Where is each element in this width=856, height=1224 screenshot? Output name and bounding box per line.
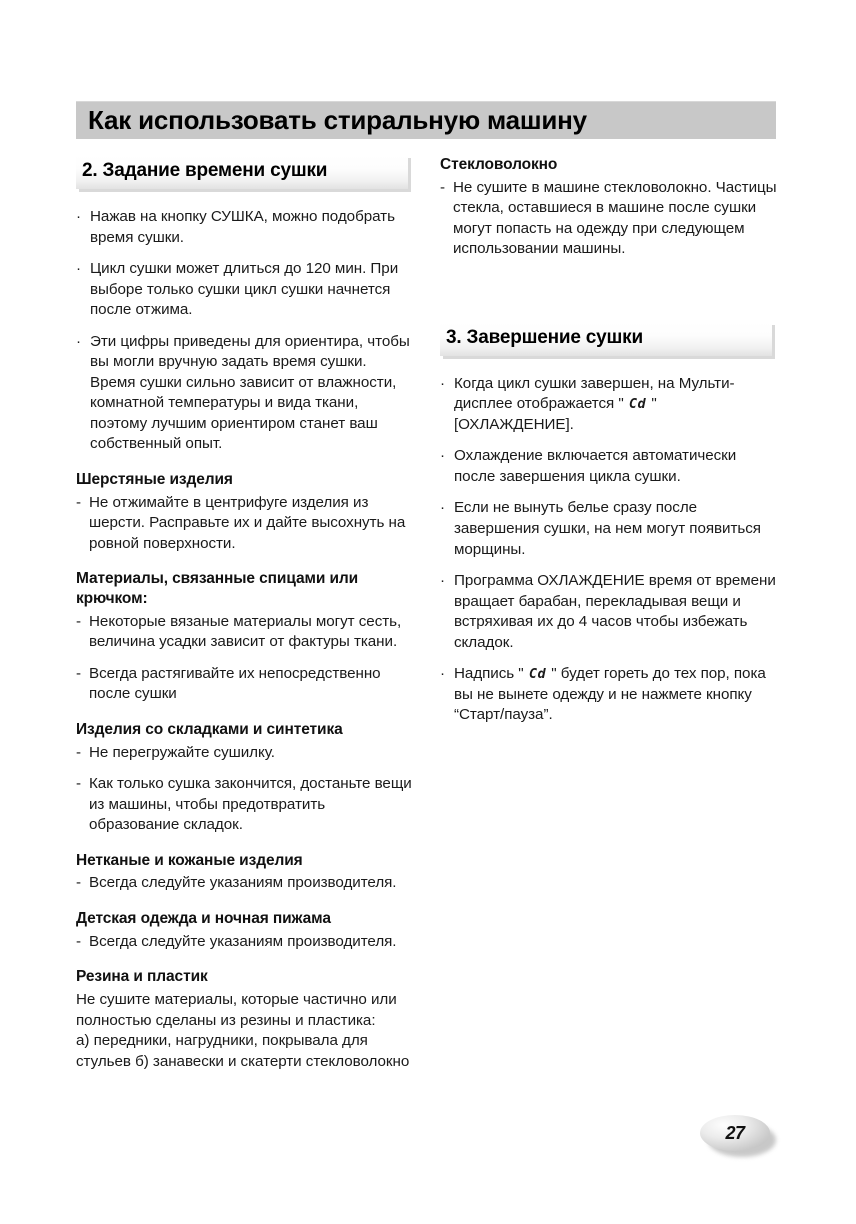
nonwoven-block: [76, 851, 416, 894]
drying-complete-bullets: [440, 374, 780, 726]
list-item-text: Нажав на кнопку СУШКА, можно подобрать время сушки.: [90, 208, 395, 246]
dash-marker: -: [76, 932, 82, 950]
knitted-block: [76, 569, 416, 705]
list-item-text: Охлаждение включается автоматически после завершения цикла сушки.: [454, 447, 737, 485]
bullet-marker: ·: [76, 332, 82, 350]
dash-marker: -: [76, 664, 82, 682]
subheading-knitted: Материалы, связанные спицами или крючком:: [76, 570, 359, 607]
subheading-rubber: Резина и пластик: [76, 968, 208, 986]
list-item: [76, 664, 416, 705]
dash-marker: -: [76, 874, 82, 892]
bullet-marker: ·: [440, 499, 446, 517]
page-title-bar: [76, 101, 776, 139]
list-item-text: Всегда растягивайте их непосредственно после сушки: [89, 664, 381, 703]
subheading-fiberglass: Стекловолокно: [440, 156, 558, 173]
lcd-display-glyph: Cd: [628, 396, 647, 413]
list-item: [76, 259, 416, 321]
list-item-text-post: " [ОХЛАЖДЕНИЕ].: [454, 395, 657, 433]
list-item: [76, 612, 416, 653]
left-column: [76, 155, 416, 1072]
rubber-block: [76, 967, 416, 1072]
list-item-text-pre: Надпись ": [454, 665, 528, 683]
list-item-text: Как только сушка закончится, достаньте вещи из машины, чтобы предотвратить образование складок.: [89, 775, 412, 834]
bullet-marker: ·: [76, 260, 82, 278]
list-item: [440, 178, 780, 260]
pleats-block: [76, 720, 416, 836]
list-item: [76, 774, 416, 836]
list-item: [440, 664, 780, 726]
right-column: [440, 155, 780, 726]
list-item-text: Цикл сушки может длиться до 120 мин. При выборе только сушки цикл сушки начнется после отжима.: [90, 260, 399, 319]
list-item-text: Не сушите в машине стекловолокно. Частицы стекла, оставшиеся в машине после сушки могут попасть на одежду при следующем использовании машины.: [453, 178, 777, 258]
dash-marker: -: [76, 493, 82, 511]
dash-marker: -: [76, 743, 82, 761]
wool-block: [76, 470, 416, 554]
badge-ellipse: [700, 1115, 770, 1151]
bullet-marker: ·: [440, 665, 446, 683]
list-item: [76, 332, 416, 455]
list-item: [76, 873, 416, 894]
list-item-text: Некоторые вязаные материалы могут сесть, величина усадки зависит от фактуры ткани.: [89, 612, 402, 651]
children-block: [76, 909, 416, 952]
section-header-label: 3. Завершение сушки: [446, 326, 643, 348]
bullet-marker: ·: [76, 208, 82, 225]
list-item: [76, 493, 416, 555]
list-item-text: Всегда следуйте указаниям производителя.: [89, 932, 397, 950]
list-item-text-post: " будет гореть до тех пор, пока вы не вынете одежду и не нажмете кнопку “Старт/пауза”.: [454, 665, 766, 724]
list-item: [76, 932, 416, 953]
section-header-label: 2. Задание времени сушки: [82, 160, 328, 181]
bullet-marker: ·: [440, 572, 446, 590]
list-item-text: Если не вынуть белье сразу после завершения сушки, на нем могут появиться морщины.: [454, 499, 761, 558]
list-item: [76, 743, 416, 764]
bullet-marker: ·: [440, 374, 446, 392]
fiberglass-block: [440, 155, 780, 260]
subheading-pleats: Изделия со складками и синтетика: [76, 720, 343, 738]
paragraph: Не сушите материалы, которые частично или полностью сделаны из резины и пластика:: [76, 991, 397, 1029]
list-item-text-pre: Когда цикл сушки завершен, на Мульти-дисплее отображается ": [454, 374, 735, 413]
list-item-text: Эти цифры приведены для ориентира, чтобы вы могли вручную задать время сушки. Время сушки сильно зависит от влажности, комнатной температуры и вида ткани, поэтому лучшим ориентиром станет ваш собственный опыт.: [90, 332, 410, 453]
list-item: [76, 207, 416, 248]
list-item: [440, 498, 780, 560]
list-item-text: Не отжимайте в центрифуге изделия из шерсти. Расправьте их и дайте высохнуть на ровной поверхности.: [89, 493, 406, 552]
dash-marker: -: [440, 178, 446, 196]
list-item-text: Программа ОХЛАЖДЕНИЕ время от времени вращает барабан, перекладывая вещи и встряхивая их до 4 часов чтобы избежать складок.: [454, 572, 776, 651]
page-number-badge: [700, 1115, 772, 1155]
subheading-wool: Шерстяные изделия: [76, 470, 233, 488]
subheading-children: Детская одежда и ночная пижама: [76, 910, 331, 927]
list-item-text: Всегда следуйте указаниям производителя.: [89, 874, 397, 892]
dash-marker: -: [76, 612, 82, 630]
page-number: 27: [725, 1122, 745, 1143]
dash-marker: -: [76, 775, 82, 793]
section-header-drying-time: [76, 155, 408, 189]
paragraph: а) передники, нагрудники, покрывала для стульев б) занавески и скатерти стекловолокно: [76, 1032, 410, 1070]
section-header-drying-complete: [440, 322, 772, 356]
drying-time-bullets: [76, 207, 416, 455]
bullet-marker: ·: [440, 447, 446, 465]
page-title: Как использовать стиральную машину: [88, 105, 587, 135]
subheading-nonwoven: Нетканые и кожаные изделия: [76, 851, 303, 869]
list-item: [440, 571, 780, 653]
list-item: [440, 374, 780, 436]
list-item: [440, 446, 780, 487]
list-item-text: Не перегружайте сушилку.: [89, 743, 275, 761]
lcd-display-glyph: Cd: [528, 666, 547, 683]
